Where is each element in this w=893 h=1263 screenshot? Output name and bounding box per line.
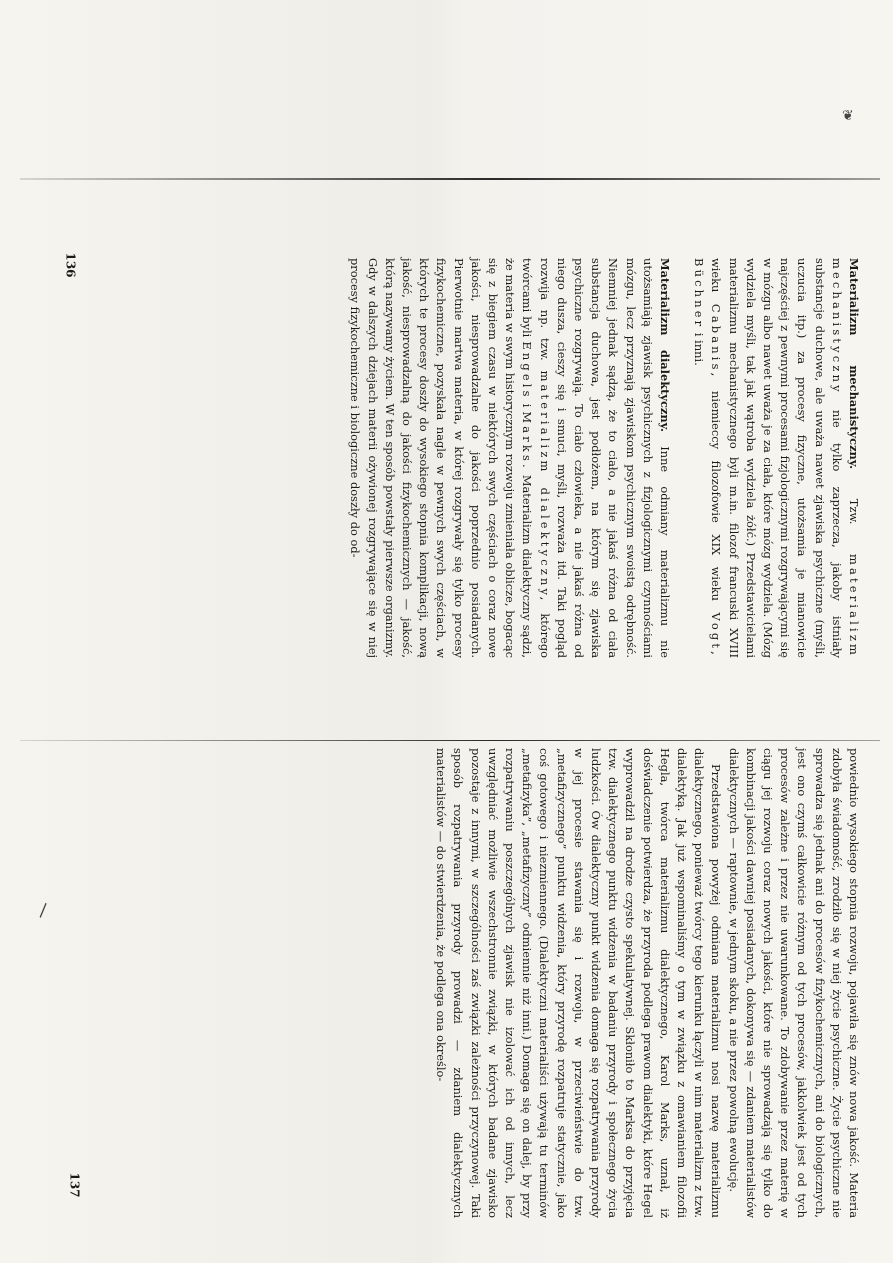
section-heading: Materializm dialektyczny. bbox=[657, 258, 672, 432]
page-136-text bbox=[346, 258, 862, 658]
spaced-term: materializm mechanistyczny bbox=[829, 258, 861, 659]
spaced-name: Engels bbox=[520, 341, 535, 400]
body-text: którego twórcami byli bbox=[520, 258, 552, 659]
page-137-text bbox=[432, 748, 862, 1218]
body-text: i inni. bbox=[692, 332, 707, 366]
stray-pencil-mark: \ bbox=[33, 900, 53, 921]
paragraph-continuation: powiednio wysokiego stopnia rozwoju, pojawiła się znów nowa jakość. Materia zdobyła świadomość, zrodziło się w niej życie psychiczne. Życie psychiczne nie sprowadza się jednak ani do procesów fizykochemicznych, ani do biologicznych, jest ono czymś całkowicie różnym od tych procesów, jakkolwiek jest od tych procesów zależne i przez nie uwarunkowane. To zdobywanie przez materię w ciągu jej rozwoju coraz nowych jakości, które nie sprowadzają się tylko do kombinacji jakości dawniej posiadanych, dokonywa się — zdaniem materialistów dialektycznych — raptownie, w jednym skoku, a nie przez powolną ewolucję. bbox=[726, 748, 861, 1218]
ink-blot-mark: ❦ bbox=[842, 108, 854, 124]
spaced-name: Cabanis, bbox=[709, 303, 724, 380]
paragraph-materializm-mechanistyczny bbox=[690, 258, 862, 658]
page-number-137: 137 bbox=[67, 1172, 82, 1198]
section-heading: Materializm mechanistyczny. bbox=[847, 258, 861, 470]
page-137 bbox=[434, 748, 862, 1218]
paragraph-materializm-dialektyczny bbox=[346, 258, 673, 658]
paragraph-dialectic: Przedstawiona powyżej odmiana materializmu nosi nazwę materializmu dialektycznego, ponieważ twórcy tego kierunku łączyli w nim materializm z tzw. dialektyką. Jak już wspominaliśmy o tym w związku z omawianiem filozofii Hegla, twórca materializmu dialektycznego, Karol Marks, uznał, iż doświadczenie potwierdza, że przyroda podlega prawom dialektyki, które Hegel wyprowadził na drodze czysto spekulatywnej. Skłoniło to Marksa do przyjęcia tzw. dialektycznego punktu widzenia w badaniu przyrody i społecznego życia ludzkości. Ów dialektyczny punkt widzenia domaga się rozpatrywania przyrody w jej procesie stawania się i rozwoju, w przeciwieństwie do tzw. „metafizycznego” punktu widzenia, który przyrodę rozpatruje statycznie, jako coś gotowego i niezmiennego. (Dialektyczni materialiści używają tu terminów „metafizyka”, „metafizyczny” odmiennie niż inni.) Domaga się on dalej, by przy rozpatrywaniu poszczególnych zjawisk nie izolować ich od innych, lecz uwzględniać możliwie wszechstronnie związki, w których badane zjawisko pozostaje z innymi, w szczególności zaś związki zależności przyczynowej. Taki sposób rozpatrywania przyrody prowadzi — zdaniem dialektycznych materialistów — do stwierdzenia, że podlega ona określo- bbox=[434, 748, 724, 1218]
body-text: Inne odmiany materializmu nie utożsamiają zjawisk psychicznych z fizjologicznymi czynnościami mózgu, lecz przyznają zjawiskom psychicznym swoistą odrębność. Niemniej jednak sądzą, że to ciało, a nie jakaś różna od ciała substancja duchowa, jest podłożem, na którym się zjawiska psychiczne rozgrywają. To ciało człowieka, a nie jakaś różna od niego dusza, cieszy się i smuci, myśli, rozważa itd. Taki pogląd rozwija np. tzw. bbox=[537, 258, 672, 659]
body-text: Materializm dialektyczny sądzi, że materia w swym historycznym rozwoju zmieniała oblicze, bogacąc się z biegiem czasu w niektórych swych częściach o coraz nowe jakości, niesprowadzalne do jakości poprzednio posiadanych. Pierwotnie martwa materia, w której rozgrywały się tylko procesy fizykochemiczne, pozyskała nagle w pewnych swych częściach, w których te procesy doszły do wysokiego stopnia komplikacji, nową jakość, niesprowadzalną do jakości fizykochemicznych — jakość, którą nazywamy życiem. W ten sposób powstały pierwsze organizmy. Gdy w dalszych dziejach materii ożywionej rozgrywające się w niej procesy fizykochemiczne i biologiczne doszły do od- bbox=[348, 258, 535, 658]
spaced-term: materializm dialektyczny, bbox=[537, 370, 552, 604]
body-text: nie tylko zaprzecza, jakoby istniały substancje duchowe, ale uważa nawet zjawiska psychiczne (myśli, uczucia itp.) za procesy fizyczne, utożsamia je mianowicie najczęściej z pewnymi procesami fizjologicznymi rozgrywającymi się w mózgu albo nawet uważa je za ciała, które mózg wydziela. (Mózg wydziela myśli, tak jak wątroba wydziela żółć.) Przedstawicielami materializmu mechanistycznego byli m.in. filozof francuski XVIII wieku bbox=[709, 258, 844, 658]
body-text: i bbox=[520, 403, 535, 408]
page-number-136: 136 bbox=[63, 252, 78, 278]
body-text: niemieccy filozofowie XIX wieku bbox=[709, 391, 724, 601]
body-text: Tzw. bbox=[847, 498, 861, 525]
spaced-name: Vogt, Büchner bbox=[692, 258, 724, 658]
spaced-name: Marks. bbox=[520, 411, 535, 471]
page-136 bbox=[348, 258, 862, 659]
